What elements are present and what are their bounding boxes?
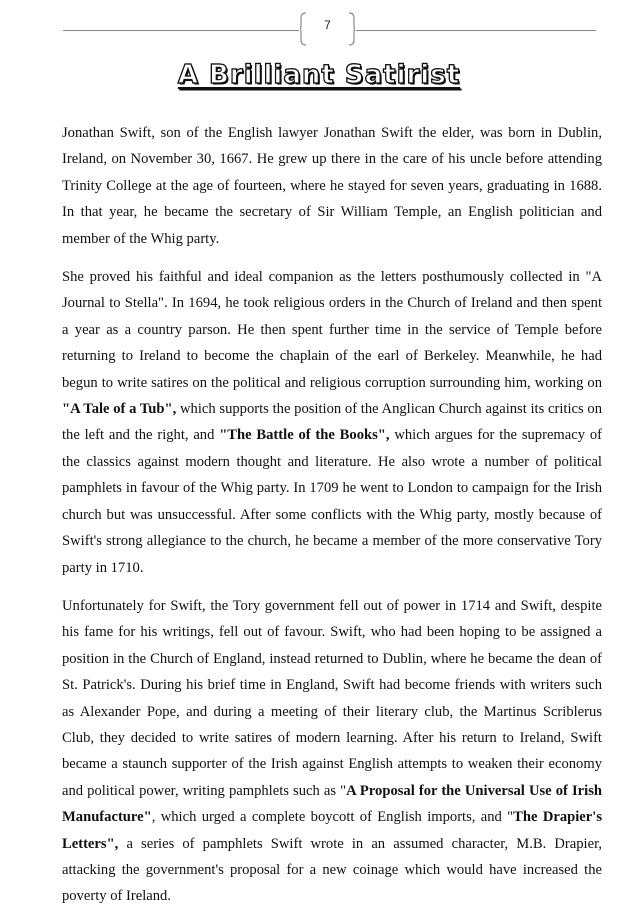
page-title bbox=[0, 60, 638, 90]
text-run: Unfortunately for Swift, the Tory government fell out of power in 1714 and Swift, despite his fame for his writings, fell out of favour. Swift, who had been hoping to be assigned a position in the Church of England, instead returned to Dublin, where he became the dean of St. Patrick's. During his brief time in England, Swift had become friends with writers such as Alexander Pope, and during a meeting of their literary club, the Martinus Scriblerus Club, they decided to write satires of modern learning. After his return to Ireland, Swift became a staunch supporter of the Irish against English attempts to weaken their economy and political power, writing pamphlets such as " bbox=[62, 597, 602, 799]
text-run: which argues for the supremacy of the classics against modern thought and literature. He also wrote a number of political pamphlets in favour of the Whig party. In 1709 he went to London to campaign for the Irish church but was unsuccessful. After some conflicts with the Whig party, mostly because of Swift's strong allegiance to the church, he became a member of the more conservative Tory party in 1710. bbox=[62, 427, 602, 576]
article-body bbox=[62, 120, 602, 922]
text-run: She proved his faithful and ideal companion as the letters posthumously collected in "A Journal to Stella". In 1694, he took religious orders in the Church of Ireland and then spent a year as a country parson. He then spent further time in the service of Temple before returning to Ireland to become the chaplain of the earl of Berkeley. Meanwhile, he had begun to write satires on the political and religious corruption surrounding him, working on bbox=[62, 269, 602, 391]
text-run: which supports the position of the Anglican Church against its critics on the left and the right, and bbox=[62, 401, 602, 444]
bold-title-reference: "The Battle of the Books", bbox=[219, 427, 390, 444]
page-title-text: A Brilliant Satirist bbox=[177, 60, 461, 90]
header-rule-left bbox=[63, 30, 299, 31]
text-run: , which urged a complete boycott of English imports, and " bbox=[151, 809, 514, 826]
header-rule-right bbox=[356, 30, 596, 31]
bold-title-reference: A Proposal for the Universal Use of Irish Manufacture" bbox=[62, 782, 602, 826]
paragraph-3 bbox=[62, 593, 602, 910]
paragraph-1 bbox=[62, 120, 602, 252]
page-number: 7 bbox=[324, 18, 331, 32]
bold-title-reference: "A Tale of a Tub", bbox=[62, 401, 177, 418]
text-run: Jonathan Swift, son of the English lawyer Jonathan Swift the elder, was born in Dublin, Ireland, on November 30, 1667. He grew up there in the care of his uncle before attending Trinity College at the age of fourteen, where he stayed for seven years, graduating in 1688. In that year, he became the secretary of Sir William Temple, an English politician and member of the Whig party. bbox=[62, 125, 602, 247]
page-number-bracket bbox=[300, 12, 355, 46]
bold-title-reference: The Drapier's Letters", bbox=[62, 809, 602, 852]
text-run: a series of pamphlets Swift wrote in an assumed character, M.B. Drapier, attacking the government's proposal for a new coinage which would have increased the poverty of Ireland. bbox=[62, 835, 602, 905]
paragraph-2 bbox=[62, 264, 602, 581]
page-header bbox=[0, 0, 638, 50]
